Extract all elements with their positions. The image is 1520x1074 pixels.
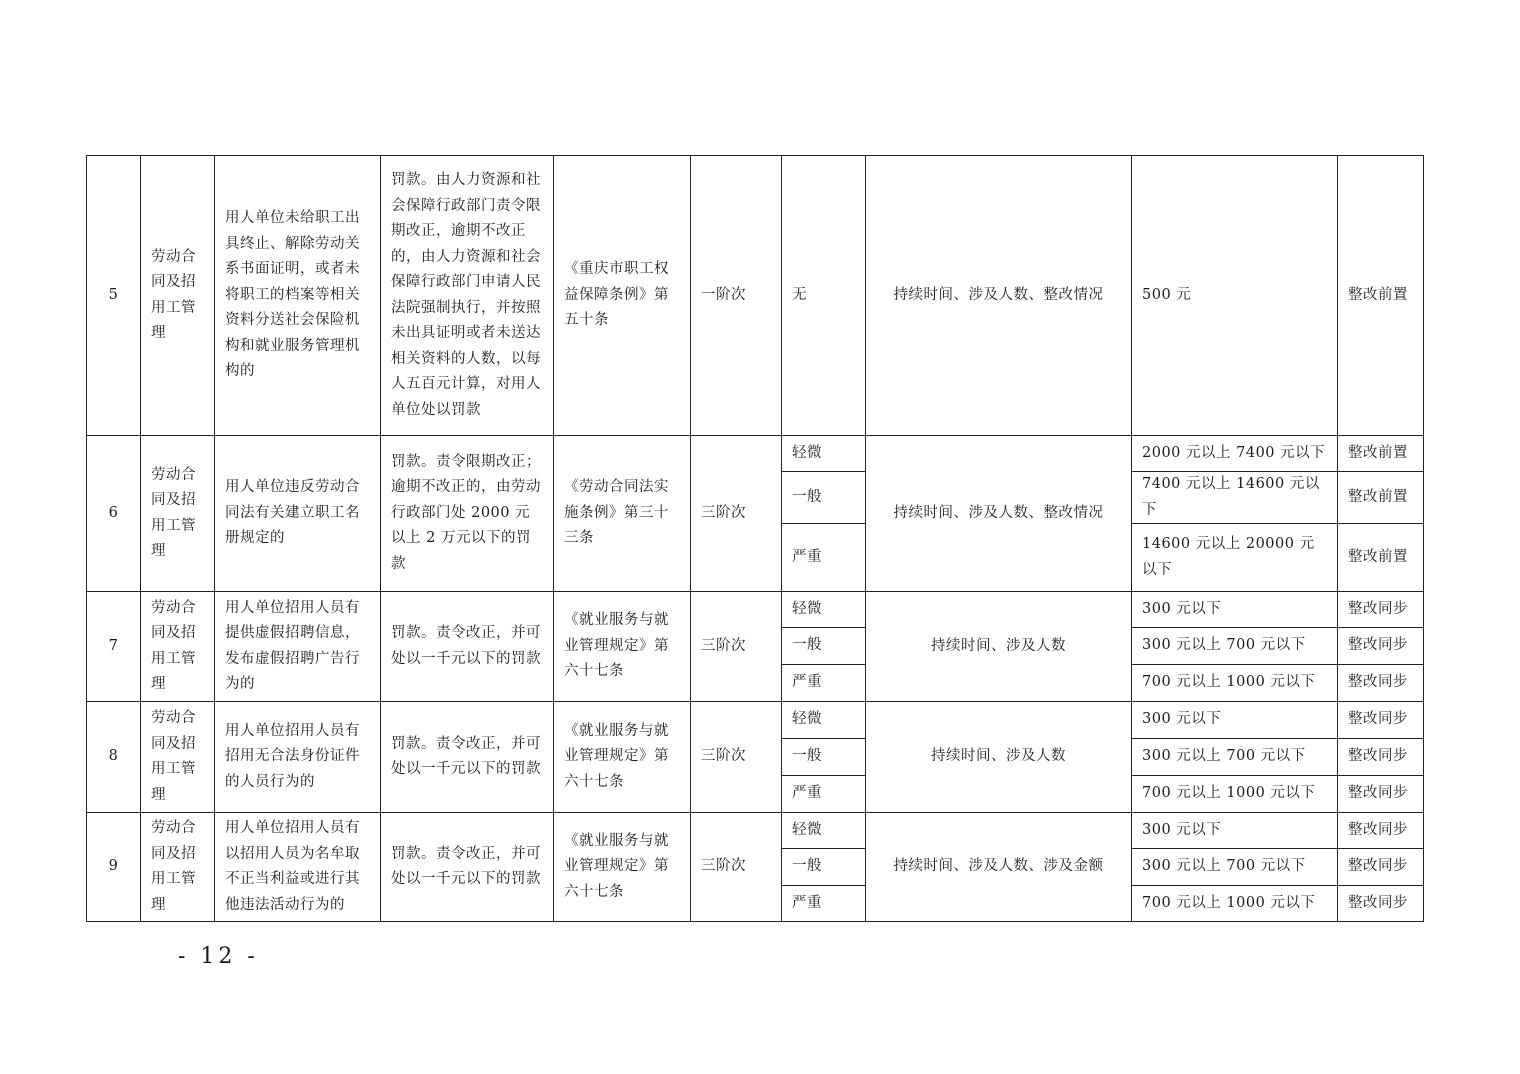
stage-count: 一阶次 xyxy=(691,156,782,436)
rectification-type: 整改同步 xyxy=(1338,739,1424,776)
row-number: 7 xyxy=(87,592,141,702)
severity-level: 严重 xyxy=(782,665,866,702)
legal-basis: 《重庆市职工权益保障条例》第五十条 xyxy=(554,156,691,436)
table-row-5 xyxy=(87,156,1424,436)
discretion-factors: 持续时间、涉及人数、整改情况 xyxy=(866,436,1132,592)
severity-level: 轻微 xyxy=(782,592,866,628)
row-number: 6 xyxy=(87,436,141,592)
severity-level: 一般 xyxy=(782,472,866,524)
row-number: 5 xyxy=(87,156,141,436)
fine-amount: 300 元以上 700 元以下 xyxy=(1132,849,1338,886)
stage-count: 三阶次 xyxy=(691,702,782,813)
violation-behavior: 用人单位违反劳动合同法有关建立职工名册规定的 xyxy=(215,436,381,592)
rectification-type: 整改同步 xyxy=(1338,849,1424,886)
row-number: 9 xyxy=(87,813,141,922)
severity-level: 严重 xyxy=(782,524,866,592)
violation-category: 劳动合同及招用工管理 xyxy=(141,436,215,592)
rectification-type: 整改同步 xyxy=(1338,628,1424,665)
rectification-type: 整改同步 xyxy=(1338,776,1424,813)
discretion-factors: 持续时间、涉及人数 xyxy=(866,592,1132,702)
fine-amount: 300 元以下 xyxy=(1132,813,1338,849)
severity-level: 一般 xyxy=(782,628,866,665)
rectification-type: 整改同步 xyxy=(1338,813,1424,849)
penalty-provision: 罚款。责令限期改正；逾期不改正的，由劳动行政部门处 2000 元以上 2 万元以下的罚款 xyxy=(381,436,554,592)
violation-behavior: 用人单位招用人员有以招用人员为名牟取不正当利益或进行其他违法活动行为的 xyxy=(215,813,381,922)
fine-amount: 300 元以上 700 元以下 xyxy=(1132,739,1338,776)
penalty-provision: 罚款。责令改正，并可处以一千元以下的罚款 xyxy=(381,592,554,702)
fine-amount: 300 元以下 xyxy=(1132,592,1338,628)
severity-level: 无 xyxy=(782,156,866,436)
violation-behavior: 用人单位招用人员有提供虚假招聘信息，发布虚假招聘广告行为的 xyxy=(215,592,381,702)
severity-level: 一般 xyxy=(782,849,866,886)
violation-behavior: 用人单位未给职工出具终止、解除劳动关系书面证明，或者未将职工的档案等相关资料分送社会保险机构和就业服务管理机构的 xyxy=(215,156,381,436)
penalty-provision: 罚款。责令改正，并可处以一千元以下的罚款 xyxy=(381,702,554,813)
severity-level: 一般 xyxy=(782,739,866,776)
fine-amount: 300 元以下 xyxy=(1132,702,1338,739)
fine-amount: 500 元 xyxy=(1132,156,1338,436)
violation-category: 劳动合同及招用工管理 xyxy=(141,592,215,702)
severity-level: 轻微 xyxy=(782,702,866,739)
rectification-type: 整改同步 xyxy=(1338,886,1424,922)
penalty-provision: 罚款。责令改正，并可处以一千元以下的罚款 xyxy=(381,813,554,922)
page-number: - 12 - xyxy=(178,944,259,969)
rectification-type: 整改同步 xyxy=(1338,592,1424,628)
fine-amount: 7400 元以上 14600 元以下 xyxy=(1132,472,1338,524)
legal-basis: 《就业服务与就业管理规定》第六十七条 xyxy=(554,702,691,813)
table-row-7 xyxy=(87,592,1424,628)
violation-category: 劳动合同及招用工管理 xyxy=(141,813,215,922)
rectification-type: 整改同步 xyxy=(1338,702,1424,739)
severity-level: 轻微 xyxy=(782,436,866,472)
penalty-standards-table xyxy=(86,155,1424,922)
rectification-type: 整改前置 xyxy=(1338,472,1424,524)
stage-count: 三阶次 xyxy=(691,436,782,592)
fine-amount: 700 元以上 1000 元以下 xyxy=(1132,665,1338,702)
legal-basis: 《就业服务与就业管理规定》第六十七条 xyxy=(554,592,691,702)
violation-behavior: 用人单位招用人员有招用无合法身份证件的人员行为的 xyxy=(215,702,381,813)
rectification-type: 整改前置 xyxy=(1338,156,1424,436)
fine-amount: 300 元以上 700 元以下 xyxy=(1132,628,1338,665)
fine-amount: 700 元以上 1000 元以下 xyxy=(1132,776,1338,813)
fine-amount: 700 元以上 1000 元以下 xyxy=(1132,886,1338,922)
discretion-factors: 持续时间、涉及人数、整改情况 xyxy=(866,156,1132,436)
row-number: 8 xyxy=(87,702,141,813)
table-row-9 xyxy=(87,813,1424,849)
table-row-6 xyxy=(87,436,1424,472)
fine-amount: 2000 元以上 7400 元以下 xyxy=(1132,436,1338,472)
rectification-type: 整改同步 xyxy=(1338,665,1424,702)
fine-amount: 14600 元以上 20000 元以下 xyxy=(1132,524,1338,592)
stage-count: 三阶次 xyxy=(691,813,782,922)
violation-category: 劳动合同及招用工管理 xyxy=(141,156,215,436)
table-row-8 xyxy=(87,702,1424,739)
stage-count: 三阶次 xyxy=(691,592,782,702)
penalty-provision: 罚款。由人力资源和社会保障行政部门责令限期改正，逾期不改正的，由人力资源和社会保障行政部门申请人民法院强制执行，并按照未出具证明或者未送达相关资料的人数，以每人五百元计算，对用人单位处以罚款 xyxy=(381,156,554,436)
discretion-factors: 持续时间、涉及人数、涉及金额 xyxy=(866,813,1132,922)
discretion-factors: 持续时间、涉及人数 xyxy=(866,702,1132,813)
rectification-type: 整改前置 xyxy=(1338,524,1424,592)
severity-level: 严重 xyxy=(782,776,866,813)
violation-category: 劳动合同及招用工管理 xyxy=(141,702,215,813)
legal-basis: 《劳动合同法实施条例》第三十三条 xyxy=(554,436,691,592)
severity-level: 严重 xyxy=(782,886,866,922)
severity-level: 轻微 xyxy=(782,813,866,849)
legal-basis: 《就业服务与就业管理规定》第六十七条 xyxy=(554,813,691,922)
rectification-type: 整改前置 xyxy=(1338,436,1424,472)
